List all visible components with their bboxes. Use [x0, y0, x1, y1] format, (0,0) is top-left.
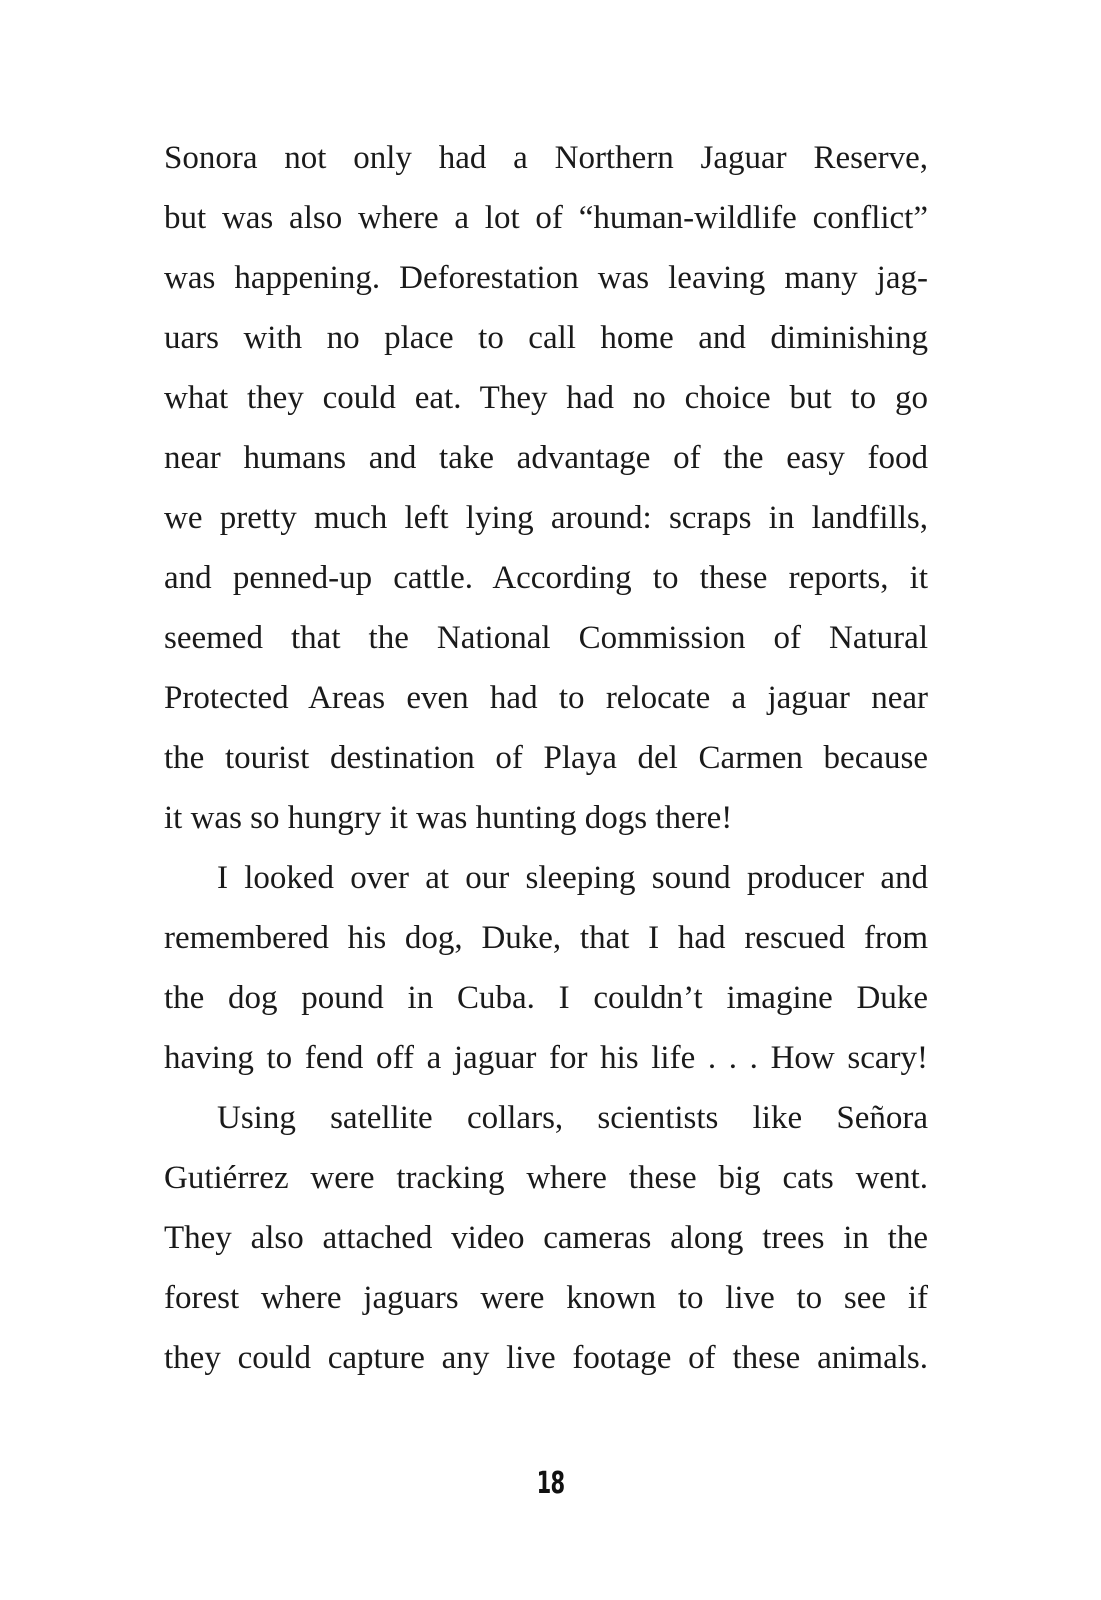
text-line: seemed that the National Commission of Natural [164, 620, 928, 656]
text-line: Gutiérrez were tracking where these big cats went. [164, 1160, 928, 1196]
text-line: I looked over at our sleeping sound producer and [217, 860, 928, 896]
text-line: they could capture any live footage of these animals. [164, 1340, 928, 1376]
text-line: the tourist destination of Playa del Carmen because [164, 740, 928, 776]
text-line: Sonora not only had a Northern Jaguar Reserve, [164, 140, 928, 176]
text-line: it was so hungry it was hunting dogs there! [164, 800, 733, 836]
text-line: They also attached video cameras along trees in the [164, 1220, 928, 1256]
text-line: forest where jaguars were known to live to see if [164, 1280, 928, 1316]
page-number: 18 [536, 1466, 565, 1501]
text-line: Using satellite collars, scientists like Señora [217, 1100, 928, 1136]
body-text [164, 128, 928, 1388]
text-line: and penned-up cattle. According to these reports, it [164, 560, 928, 596]
text-line: Protected Areas even had to relocate a jaguar near [164, 680, 928, 716]
text-line: but was also where a lot of “human-wildlife conflict” [164, 200, 928, 236]
text-line: we pretty much left lying around: scraps in landfills, [164, 500, 928, 536]
text-line: was happening. Deforestation was leaving many jag- [164, 260, 928, 296]
text-line: remembered his dog, Duke, that I had rescued from [164, 920, 928, 956]
text-line: near humans and take advantage of the easy food [164, 440, 928, 476]
text-line: uars with no place to call home and diminishing [164, 320, 928, 356]
text-line: what they could eat. They had no choice but to go [164, 380, 928, 416]
text-line: having to fend off a jaguar for his life . . . How scary! [164, 1040, 928, 1076]
text-line: the dog pound in Cuba. I couldn’t imagine Duke [164, 980, 928, 1016]
